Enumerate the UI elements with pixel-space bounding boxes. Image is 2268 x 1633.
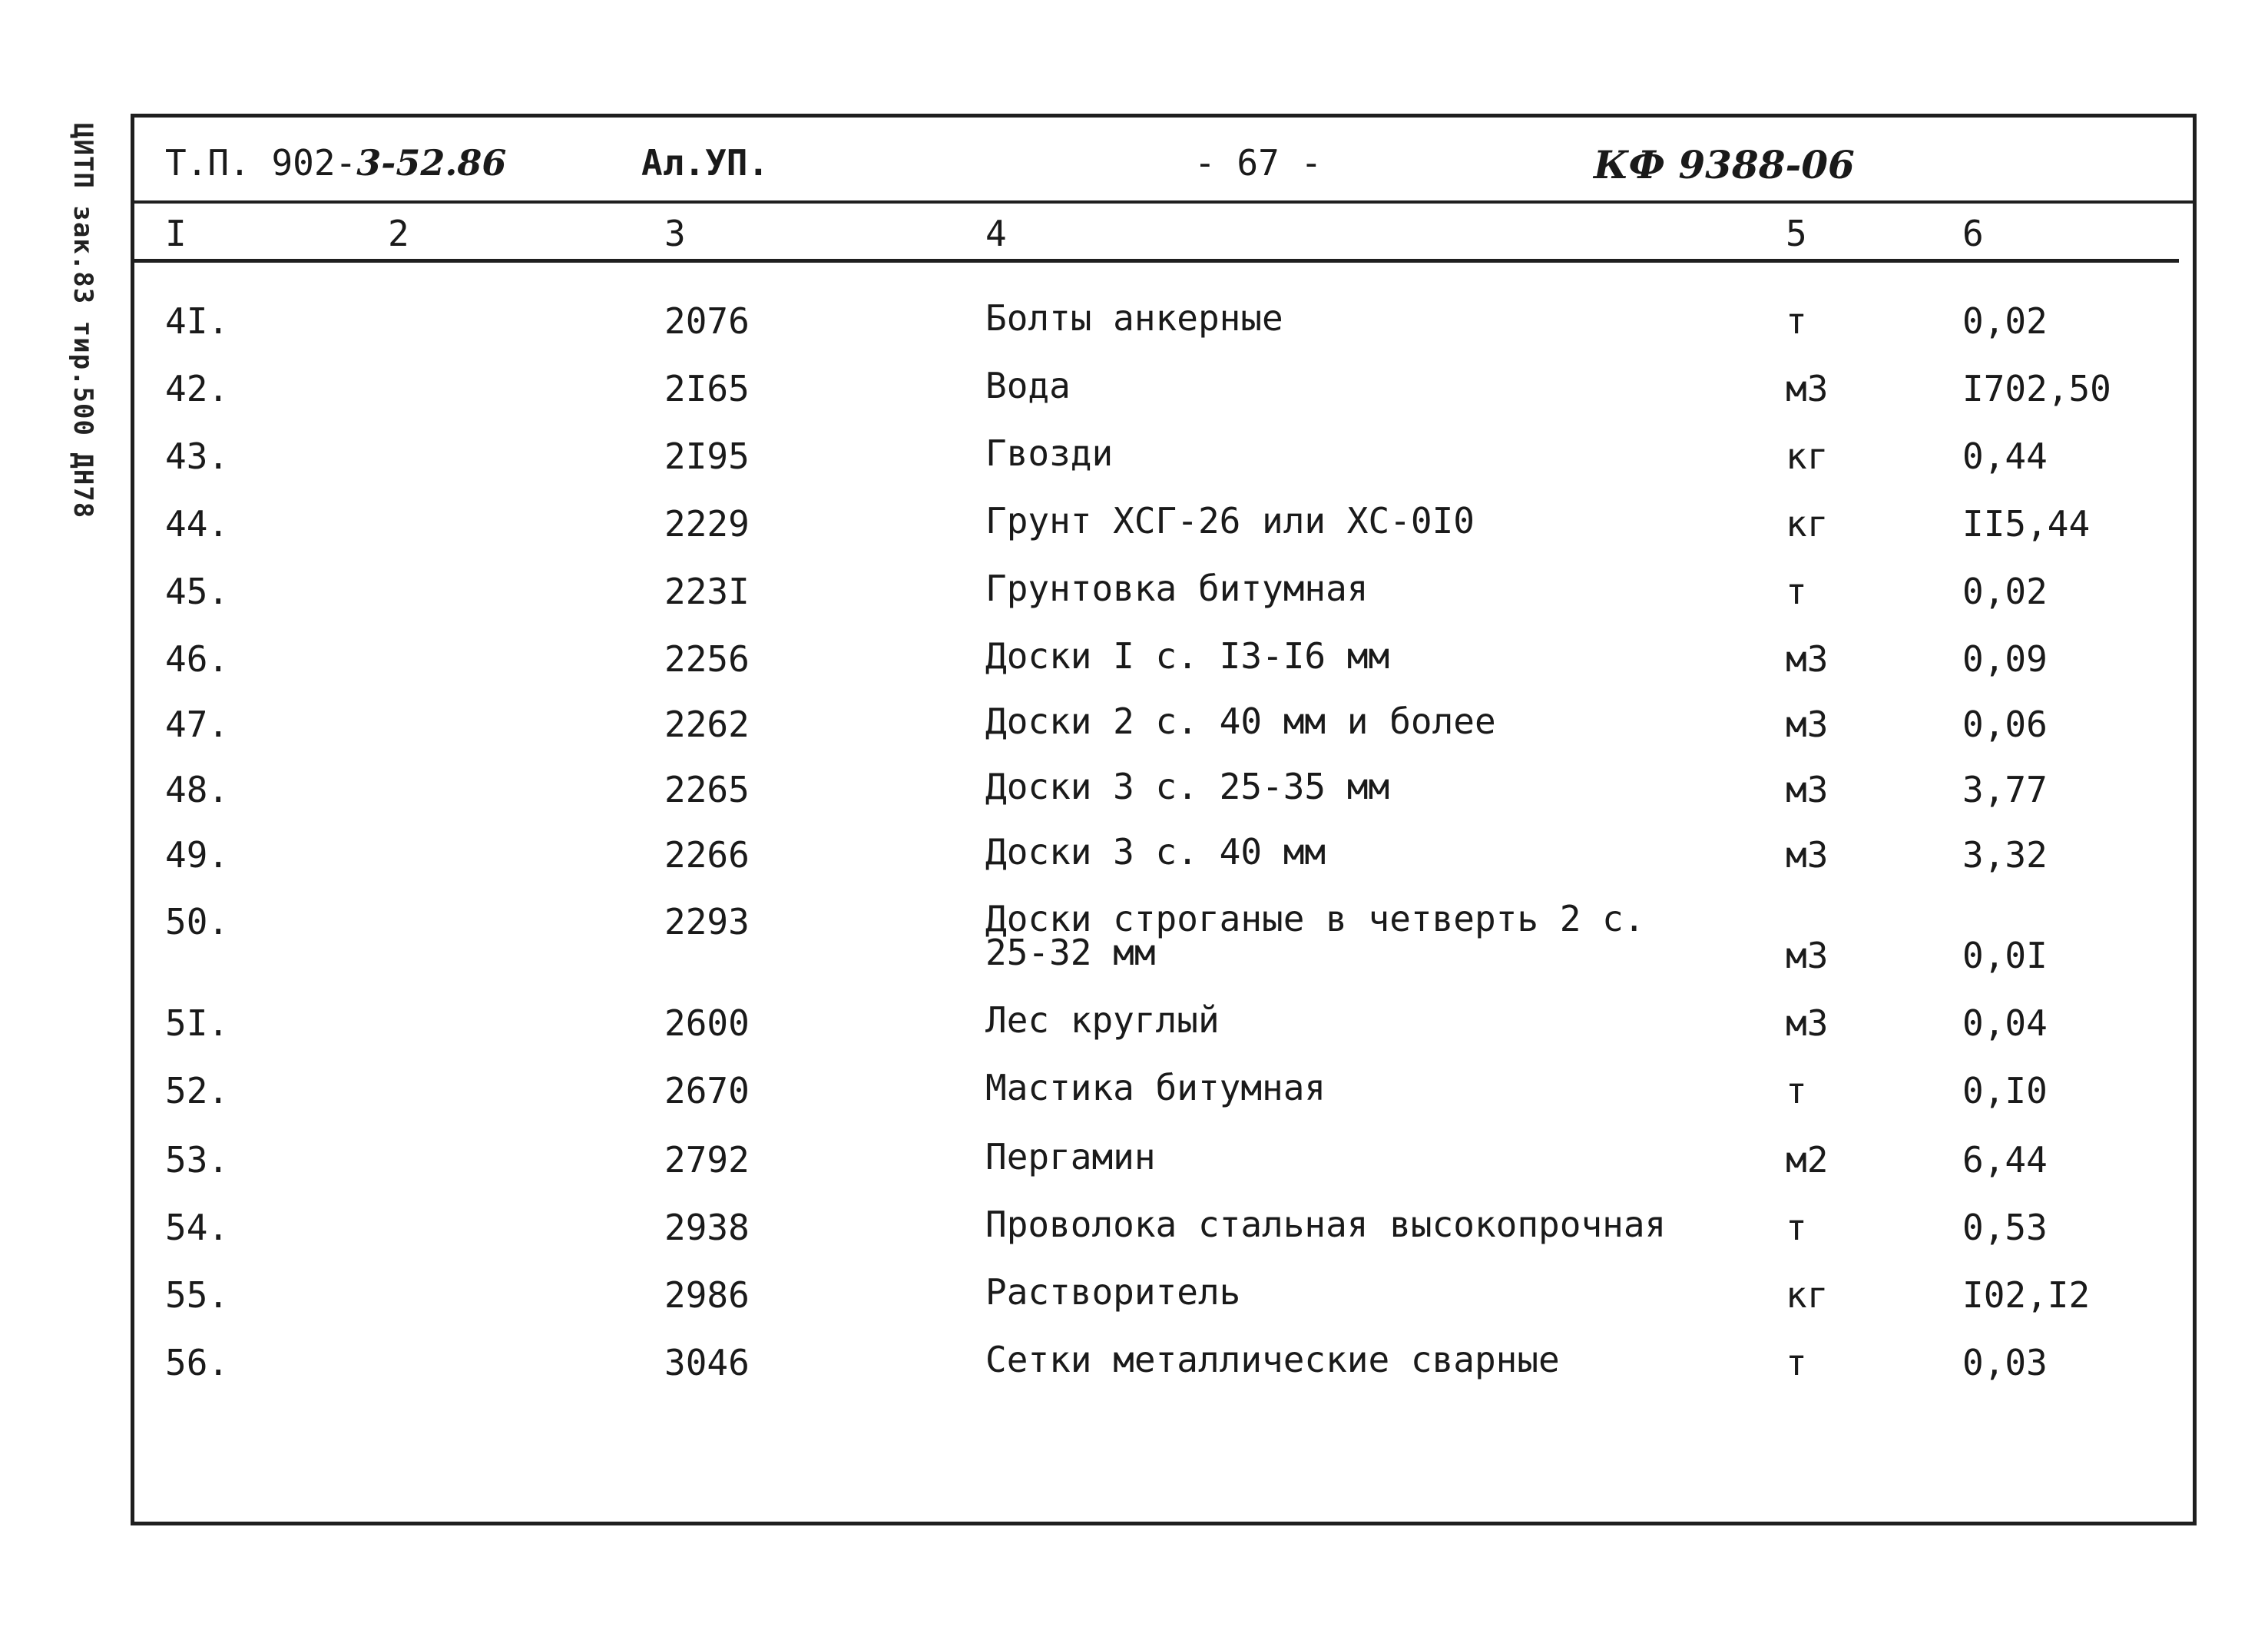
quantity: II5,44 [1962, 503, 2091, 545]
unit: кг [1786, 436, 1829, 477]
column-number-6: 6 [1962, 213, 1984, 254]
table-row [134, 1339, 2193, 1403]
unit: м3 [1786, 769, 1829, 810]
quantity: 0,0I [1962, 935, 2048, 976]
resource-code: 2670 [664, 1070, 750, 1111]
resource-name: Грунт ХСГ-26 или ХС-0I0 [985, 500, 1475, 542]
resource-code: 2986 [664, 1274, 750, 1316]
project-suffix-handwritten: 3-52.86 [356, 142, 507, 184]
quantity: 0,04 [1962, 1002, 2048, 1044]
resource-code: 2792 [664, 1139, 750, 1181]
table-row [134, 701, 2193, 765]
unit: кг [1786, 1274, 1829, 1316]
quantity: 0,03 [1962, 1342, 2048, 1383]
quantity: 0,44 [1962, 436, 2048, 477]
row-number: 48. [165, 769, 230, 810]
resource-name: Сетки металлические сварные [985, 1339, 1560, 1380]
column-header-divider [134, 259, 2179, 263]
row-number: 42. [165, 368, 230, 409]
row-number: 54. [165, 1207, 230, 1248]
row-number: 44. [165, 503, 230, 545]
resource-name: Доски 2 с. 40 мм и более [985, 701, 1496, 742]
row-number: 5I. [165, 1002, 230, 1044]
row-number: 53. [165, 1139, 230, 1181]
unit: т [1786, 300, 1807, 342]
quantity: I702,50 [1962, 368, 2111, 409]
quantity: 3,77 [1962, 769, 2048, 810]
quantity: 0,02 [1962, 571, 2048, 612]
resource-code: 2266 [664, 834, 750, 876]
page-number: - 67 - [1194, 142, 1323, 184]
resource-code: 2256 [664, 638, 750, 680]
resource-code: 223I [664, 571, 750, 612]
quantity: 0,02 [1962, 300, 2048, 342]
project-number [165, 142, 506, 184]
resource-name: Доски строганые в четверть 2 с. [985, 898, 1645, 939]
table-row [134, 635, 2193, 700]
quantity: 6,44 [1962, 1139, 2048, 1181]
table-row [134, 568, 2193, 632]
quantity: 0,06 [1962, 704, 2048, 745]
resource-code: 2262 [664, 704, 750, 745]
table-row [134, 1067, 2193, 1131]
table-row [134, 1136, 2193, 1201]
row-number: 45. [165, 571, 230, 612]
table-row [134, 898, 2193, 1001]
row-number: 56. [165, 1342, 230, 1383]
resource-name: Проволока стальная высокопрочная [985, 1204, 1667, 1245]
unit: м3 [1786, 834, 1829, 876]
table-row [134, 999, 2193, 1064]
album-number: Ал.УП. [641, 142, 770, 184]
resource-name: Грунтовка битумная [985, 568, 1369, 609]
column-number-4: 4 [985, 213, 1007, 254]
resource-code: 2600 [664, 1002, 750, 1044]
resource-name: Болты анкерные [985, 297, 1283, 339]
unit: м3 [1786, 368, 1829, 409]
resource-name: Вода [985, 365, 1071, 406]
resource-code: 2938 [664, 1207, 750, 1248]
table-row [134, 432, 2193, 497]
row-number: 47. [165, 704, 230, 745]
header-divider [134, 200, 2193, 204]
row-number: 55. [165, 1274, 230, 1316]
resource-code: 3046 [664, 1342, 750, 1383]
unit: м3 [1786, 638, 1829, 680]
resource-name: Пергамин [985, 1136, 1156, 1178]
document-code: КФ 9388-06 [1594, 142, 1855, 187]
resource-name: Доски 3 с. 40 мм [985, 831, 1326, 873]
row-number: 46. [165, 638, 230, 680]
resource-name: Доски I с. I3-I6 мм [985, 635, 1390, 677]
unit: т [1786, 571, 1807, 612]
table-row [134, 831, 2193, 896]
table-row [134, 365, 2193, 429]
table-row [134, 766, 2193, 830]
resource-code: 2293 [664, 901, 750, 942]
resource-name: Гвозди [985, 432, 1114, 474]
resource-name: Мастика битумная [985, 1067, 1326, 1108]
table-row [134, 297, 2193, 362]
table-row [134, 1271, 2193, 1336]
unit: кг [1786, 503, 1829, 545]
table-row [134, 500, 2193, 565]
unit: м3 [1786, 1002, 1829, 1044]
resource-name-continued: 25-32 мм [985, 932, 1156, 973]
quantity: I02,I2 [1962, 1274, 2091, 1316]
column-number-1: I [165, 213, 187, 254]
row-number: 43. [165, 436, 230, 477]
column-number-5: 5 [1786, 213, 1807, 254]
resource-code: 2076 [664, 300, 750, 342]
resource-code: 2229 [664, 503, 750, 545]
unit: т [1786, 1070, 1807, 1111]
project-prefix: Т.П. 902- [165, 142, 357, 184]
resource-name: Растворитель [985, 1271, 1241, 1313]
document-frame [131, 114, 2197, 1525]
row-number: 50. [165, 901, 230, 942]
print-stamp: ЦИТП зак.83 тир.500 ДН78 [68, 123, 98, 519]
unit: т [1786, 1342, 1807, 1383]
column-number-2: 2 [388, 213, 409, 254]
unit: м2 [1786, 1139, 1829, 1181]
quantity: 0,I0 [1962, 1070, 2048, 1111]
resource-code: 2I65 [664, 368, 750, 409]
table-row [134, 1204, 2193, 1268]
quantity: 3,32 [1962, 834, 2048, 876]
resource-code: 2265 [664, 769, 750, 810]
unit: м3 [1786, 935, 1829, 976]
resource-code: 2I95 [664, 436, 750, 477]
unit: м3 [1786, 704, 1829, 745]
quantity: 0,53 [1962, 1207, 2048, 1248]
unit: т [1786, 1207, 1807, 1248]
resource-name: Доски 3 с. 25-35 мм [985, 766, 1390, 807]
column-number-3: 3 [664, 213, 686, 254]
row-number: 49. [165, 834, 230, 876]
row-number: 52. [165, 1070, 230, 1111]
quantity: 0,09 [1962, 638, 2048, 680]
resource-name: Лес круглый [985, 999, 1220, 1041]
row-number: 4I. [165, 300, 230, 342]
